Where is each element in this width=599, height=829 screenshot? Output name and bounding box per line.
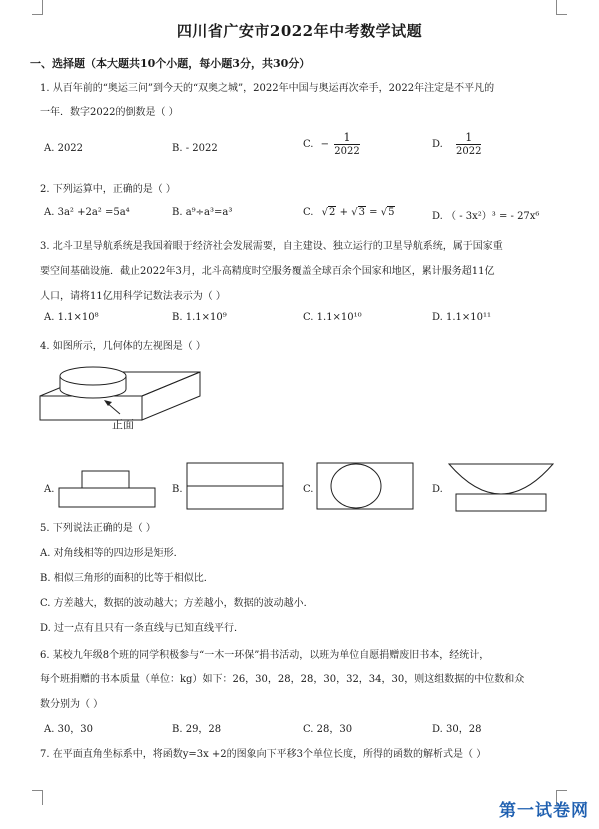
q5-option-d: D. 过一点有且只有一条直线与已知直线平行． bbox=[40, 623, 245, 634]
q1-option-b: B. - 2022 bbox=[172, 143, 218, 154]
q3-option-b: B. 1.1×10⁹ bbox=[172, 312, 227, 323]
q1-option-a: A. 2022 bbox=[44, 143, 84, 154]
q5-option-c: C. 方差越大，数据的波动越大；方差越小，数据的波动越小． bbox=[40, 598, 314, 609]
question-2-line-1: 2. 下列运算中，正确的是（ ） bbox=[40, 184, 176, 195]
q4-option-c-label: C. bbox=[303, 484, 314, 495]
q3-option-c: C. 1.1×10¹⁰ bbox=[303, 312, 362, 323]
question-1-line-1: 1. 从百年前的“奥运三问”到今天的“双奥之城”，2022年中国与奥运再次牵手，2022年注定是不平凡的 bbox=[40, 83, 495, 94]
q6-option-b: B. 29，28 bbox=[172, 724, 222, 735]
q2-option-d: D. （ - 3x²）³ = - 27x⁶ bbox=[432, 211, 540, 222]
q2-option-b: B. a⁹÷a³=a³ bbox=[172, 207, 233, 218]
question-6-line-1: 6. 某校九年级8个班的同学积极参与“一木一环保”捐书活动，以班为单位自愿捐赠废旧书本，经统计， bbox=[40, 650, 490, 661]
question-3-line-3: 人口，请将11亿用科学记数法表示为（ ） bbox=[40, 291, 226, 302]
question-6-line-3: 数分别为（ ） bbox=[40, 699, 104, 710]
q6-option-d: D. 30，28 bbox=[432, 724, 482, 735]
question-3-line-1: 3. 北斗卫星导航系统是我国着眼于经济社会发展需要，自主建设、独立运行的卫星导航系统，属于国家重 bbox=[40, 241, 503, 252]
crop-mark-top-right bbox=[556, 0, 567, 15]
crop-mark-top-left bbox=[32, 0, 43, 15]
q4-option-a-view bbox=[58, 470, 158, 510]
q3-option-a: A. 1.1×10⁸ bbox=[44, 312, 99, 323]
question-4-line-1: 4. 如图所示，几何体的左视图是（ ） bbox=[40, 341, 206, 352]
q4-option-c-view bbox=[316, 462, 416, 512]
q5-option-a: A. 对角线相等的四边形是矩形． bbox=[40, 548, 184, 559]
question-6-line-2: 每个班捐赠的书本质量（单位：kg）如下：26，30，28，28，30，32，34，30，则这组数据的中位数和众 bbox=[40, 674, 525, 685]
q1-option-d: D. $\frac{1}{2022}$ bbox=[432, 131, 482, 157]
crop-mark-bottom-left bbox=[32, 790, 43, 805]
q6-option-a: A. 30，30 bbox=[44, 724, 94, 735]
q4-front-label: 正面 bbox=[112, 418, 134, 431]
q5-option-b: B. 相似三角形的面积的比等于相似比． bbox=[40, 573, 214, 584]
q2-option-a: A. 3a² +2a² =5a⁴ bbox=[44, 207, 130, 218]
q2-option-c: C. √2 + √3 = √5 bbox=[303, 207, 395, 218]
q4-option-b-view bbox=[186, 462, 286, 512]
q6-option-c: C. 28，30 bbox=[303, 724, 353, 735]
question-5-line-1: 5. 下列说法正确的是（ ） bbox=[40, 523, 156, 534]
page-title: 四川省广安市2022年中考数学试题 bbox=[176, 22, 423, 40]
q4-option-b-label: B. bbox=[172, 484, 183, 495]
question-3-line-2: 要空间基础设施．截止2022年3月，北斗高精度时空服务覆盖全球百余个国家和地区，累计服务超11亿 bbox=[40, 266, 495, 277]
q3-option-d: D. 1.1×10¹¹ bbox=[432, 312, 492, 323]
q4-option-a-label: A. bbox=[44, 484, 55, 495]
section-heading: 一、选择题（本大题共10个小题，每小题3分，共30分） bbox=[30, 57, 311, 70]
q4-option-d-label: D. bbox=[432, 484, 443, 495]
question-7-line-1: 7. 在平面直角坐标系中，将函数y=3x +2的图象向下平移3个单位长度，所得的函数的解析式是（ ） bbox=[40, 749, 487, 760]
question-1-line-2: 一年．数字2022的倒数是（ ） bbox=[40, 107, 179, 118]
site-watermark: 第一试卷网 bbox=[499, 801, 589, 821]
q4-option-d-view bbox=[446, 462, 556, 514]
q1-option-c: C. − $\frac{1}{2022}$ bbox=[303, 131, 360, 157]
